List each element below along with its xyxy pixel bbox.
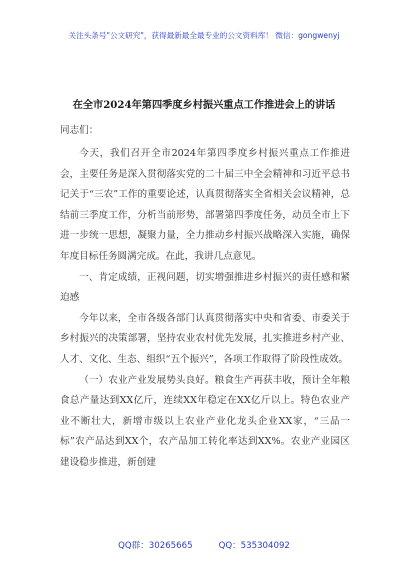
document-paragraphs xyxy=(60,144,350,474)
footer-contact xyxy=(0,539,408,551)
document-body xyxy=(60,121,350,142)
greeting: 同志们： xyxy=(60,125,99,136)
paragraph-intro: 今天，我们召开全市2024年第四季度乡村振兴重点工作推进会，主要任务是深入贯彻落实党的二十届三中全会精神和习近平总书记关于“三农”工作的重要论述，认真贯彻落实全省相关会议精神，总结前三季度工作，分析当前形势，部署第四季度任务，动员全市上下进一步统一思想，凝聚力量，全力推动乡村振兴战略深入实施，确保年度目标任务圆满完成。在此，我讲几点意见。 xyxy=(60,148,350,262)
paragraph-achievements: 今年以来，全市各级各部门认真贯彻落实中央和省委、市委关于乡村振兴的决策部署，坚持农业农村优先发展，扎实推进乡村产业、人才、文化、生态、组织“五个振兴”，各项工作取得了阶段性成效。 xyxy=(60,312,350,365)
header-banner: 关注头条号"公文研究"，获得最新最全最专业的公文资料库！ 微信：gongwenyj xyxy=(68,31,340,40)
paragraph-agriculture: （一）农业产业发展势头良好。粮食生产再获丰收，预计全年粮食总产量达到XX亿斤，连续XX年稳定在XX亿斤以上。特色农业产业不断壮大，新增市级以上农业产业化龙头企业XX家，“三品一标”农产品达到XX个，农产品加工转化率达到XX%。农业产业园区建设稳步推进，新创建 xyxy=(60,374,350,468)
footer-qq: QQ：535304092 xyxy=(218,541,290,551)
section-heading-1: 一、肯定成绩，正视问题，切实增强推进乡村振兴的责任感和紧迫感 xyxy=(60,271,350,304)
page-title: 在全市2024年第四季度乡村振兴重点工作推进会上的讲话 xyxy=(72,99,336,111)
footer-qq-group: QQ群：30265665 xyxy=(118,541,193,551)
